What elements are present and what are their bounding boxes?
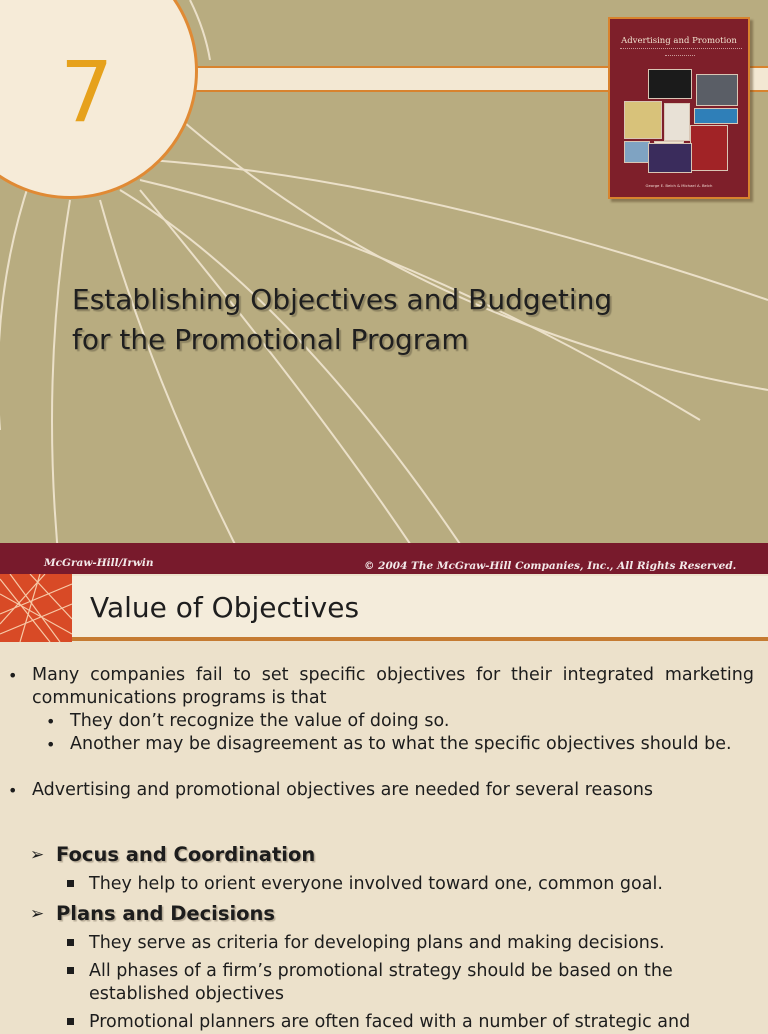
- cover-image: [648, 69, 692, 99]
- slide-heading: Value of Objectives: [90, 591, 360, 624]
- cover-image: [648, 143, 692, 173]
- book-authors: George E. Belch & Michael A. Belch: [645, 183, 713, 188]
- slide-title: [72, 280, 722, 360]
- bullet-text: They don’t recognize the value of doing so.: [70, 711, 450, 731]
- cover-image: [690, 125, 728, 171]
- square-bullet-icon: [67, 967, 74, 974]
- arrow-icon: ➢: [30, 904, 45, 924]
- book-subtitle-line: [665, 55, 695, 56]
- cover-image: [696, 74, 738, 106]
- title-line: for the Promotional Program: [72, 323, 469, 356]
- chapter-number: 7: [60, 43, 114, 141]
- bullet-text: Another may be disagreement as to what the specific objectives should be.: [70, 734, 732, 754]
- cover-image: [664, 103, 690, 141]
- cover-image: [624, 141, 650, 163]
- bullet-dot: •: [46, 712, 56, 731]
- book-subtitle-line: [620, 48, 742, 52]
- square-bullet-icon: [67, 939, 74, 946]
- list-item: They serve as criteria for developing plans and making decisions.: [89, 933, 665, 953]
- list-item: Promotional planners are often faced with a number of strategic and: [89, 1012, 691, 1032]
- book-title: Advertising and Promotion: [621, 36, 737, 46]
- bullet-dot: •: [46, 735, 56, 754]
- section-heading: Plans and Decisions: [56, 902, 276, 925]
- publisher-label: McGraw-Hill/Irwin: [44, 557, 154, 569]
- cover-image: [694, 108, 738, 124]
- list-item: They help to orient everyone involved toward one, common goal.: [89, 874, 663, 894]
- logo-graphic: [0, 574, 72, 642]
- arrow-icon: ➢: [30, 845, 45, 865]
- list-item: All phases of a firm’s promotional strategy should be based on the established objectives: [89, 961, 673, 1004]
- copyright-label: © 2004 The McGraw-Hill Companies, Inc., All Rights Reserved.: [364, 560, 737, 572]
- content-slide: [0, 574, 768, 1032]
- cover-image: [624, 101, 662, 139]
- starburst-icon: [0, 574, 72, 642]
- bullet-text: Advertising and promotional objectives are needed for several reasons: [32, 780, 654, 800]
- bullet-dot: •: [8, 666, 18, 685]
- book-cover: [608, 17, 750, 199]
- title-line: Establishing Objectives and Budgeting: [72, 283, 613, 316]
- bullet-dot: •: [8, 781, 18, 800]
- bullet-text: Many companies fail to set specific objectives for their integrated marketing communications programs is that: [32, 665, 754, 708]
- footer-bar: [0, 543, 768, 574]
- section-heading: Focus and Coordination: [56, 843, 316, 866]
- square-bullet-icon: [67, 880, 74, 887]
